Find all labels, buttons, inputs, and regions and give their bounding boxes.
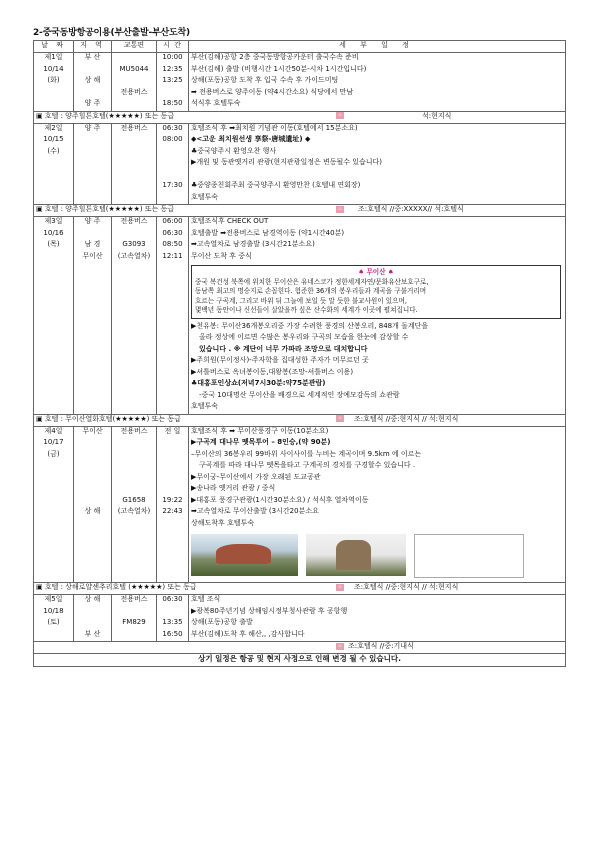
day5-place: 상 해 부 산 [74,595,112,642]
day1-hotel-row [34,111,566,123]
day-row-2 [34,123,566,205]
day4-meal: 조:호텔식 //중:현지식 // 석:현지식 [354,583,459,592]
footer-row [34,654,566,667]
itinerary-table [33,40,566,667]
day1-transport: MU5044 전용버스 [112,53,157,112]
meal-icon: ♨ [337,112,343,118]
day4-time: 전 일 19:22 22:43 [157,426,189,583]
day3-time: 06:00 06:30 08:50 12:11 [157,217,189,415]
photo-nine-bend-stream [191,534,298,576]
day3-meal: 조:호텔식 //중:현지식 // 석:현지식 [354,414,459,423]
day1-date: 제1일 10/14 (화) [34,53,74,112]
meal-icon: ♨ [337,415,343,422]
day5-meal-row [34,642,566,654]
header-schedule: 세 부 일 정 [189,41,566,53]
day4-place: 무이산 상 해 [74,426,112,583]
day4-hotel: ▣ 호텔 : 상해로얄센추리호텔 (★★★★★) 또는 동급 [36,583,197,592]
meal-icon: ♨ [337,583,343,590]
header-time: 시 간 [157,41,189,53]
day5-time: 06:30 13:35 16:50 [157,595,189,642]
day1-time: 10:00 12:35 13:25 18:50 [157,53,189,112]
day5-transport: 전용버스 FM829 [112,595,157,642]
day3-hotel-row [34,414,566,426]
day2-hotel-row [34,205,566,217]
header-transport: 교통편 [112,41,157,53]
footer-notice: 상기 일정은 항공 및 현지 사정으로 인해 변경 될 수 있습니다. [34,654,566,667]
header-row [34,41,566,53]
day4-transport: 전용버스 G1658 (고속열차) [112,426,157,583]
day4-hotel-row [34,583,566,595]
header-date: 날 짜 [34,41,74,53]
day1-hotel: ▣ 호텔 : 양주힐튼호텔(★★★★★) 또는 동급 [36,111,175,120]
day4-date: 제4일 10/17 (금) [34,426,74,583]
photo-rock-peak [306,534,406,576]
day2-hotel: ▣ 호텔 : 양주힐튼호텔(★★★★★) 또는 동급 [36,205,175,213]
day2-place: 양 주 [74,123,112,205]
day2-meal: 조:호텔식 //중:XXXXX// 석:호텔식 [358,205,464,213]
day2-time: 06:30 08:00 17:30 [157,123,189,205]
day3-transport: 전용버스 G3093 (고속열차) [112,217,157,415]
photo-blank [414,534,524,578]
day3-schedule: 호텔조식후 CHECK OUT 호텔출발 ➡전용버스로 남경역이동 (약1시간40분) ➡고속열차로 남경출발 (3시간21분소요) 무이산 도착 후 중식 ♠ 무이산 ♠ 중국 복건성 북쪽에 위치한 무이산은 유네스코가 정한세계자연/문화유산보호구로, 동남쪽 최고의 명승지로 손꼽힌다. 험준한 36개의 봉우리들과 계곡을 구불거리며 흐르는 구곡계, 그리고 바위 뒤 그늘에 보일 듯 말 듯한 불교사원이 있으며, 몇백년 동안이나 신선들이 살았을까 싶은 산수화의 세계가 이곳에 펼쳐집니다. ▶천유봉: 무이산36개봉오리중 가장 수려한 풍경의 산봉오리, 848개 돌계단을 올라 정상에 이르면 수많은 봉우리와 구곡의 모습을 한눈에 감상할 수 있습니다 . ※ 계단이 너무 가파라 조망으로 대치합니다 ▶주희원(무이정사)-주자학을 집대성한 주자가 머무르던 곳 ▶셔틀버스로 옥녀봉이동,대왕봉(조망-셔틀버스 이용) ♣대홍포인상쇼(저녁7시30분:약75분관람) -중국 10대명산 무이산을 배경으로 세계적인 장예모감독의 쇼관람 호텔투숙 [189,217,566,415]
day-row-3 [34,217,566,415]
day2-transport: 전용버스 [112,123,157,205]
meal-icon: ♨ [337,205,343,212]
day-row-1 [34,53,566,112]
day3-date: 제3일 10/16 (목) [34,217,74,415]
day5-schedule: 호텔 조식 ▶광복80주년기념 상해임시정부청사관람 후 공항행 상해(포동)공항 출발 부산(김해)도착 후 해산,, ,감사합니다 [189,595,566,642]
day2-schedule: 호텔조식 후 ➡최치원 기념관 이동(호텔에서 15분소요) ◆<고운 최치원선생 享祭-唐城遺址) ◆ ♣중국양주시 환영오찬 행사 ▶개원 및 동관옛거리 관광(현지관광일정은 변동될수 있습니다) ♣중양종친회주최 중국양주시 환영만찬 (호텔내 연회장) 호텔투숙 [189,123,566,205]
day2-date: 제2일 10/15 (수) [34,123,74,205]
day5-meal: 조:호텔식 //중:기내식 [348,642,414,651]
day1-meal: 석:현지식 [422,111,452,120]
photo-strip [191,534,563,578]
page-title: 2-중국동방항공이용(부산출발-부산도착) [33,28,190,38]
info-box-title: ♠ 무이산 ♠ [358,268,394,276]
day3-place: 양 주 남 경 무이산 [74,217,112,415]
header-place: 지 역 [74,41,112,53]
wuyishan-info-box: ♠ 무이산 ♠ 중국 복건성 북쪽에 위치한 무이산은 유네스코가 정한세계자연/문화유산보호구로, 동남쪽 최고의 명승지로 손꼽힌다. 험준한 36개의 봉우리들과 계곡을 구불거리며 흐르는 구곡계, 그리고 바위 뒤 그늘에 보일 듯 말 듯한 불교사원이 있으며, 몇백년 동안이나 신선들이 살았을까 싶은 산수화의 세계가 이곳에 펼쳐집니다. [191,265,561,319]
day4-schedule: 호텔조식 후 ➡ 무이산풍경구 이동(10분소요) ▶구곡계 대나무 뗏목투어 – 8인승,(약 90분) –무이산의 36봉우리 99바위 사이사이를 누비는 계곡이며 9.5km 에 이르는 구곡계를 따라 대나무 뗏목을타고 구계곡의 경치를 구경할수 있습니다 . ▶무이궁-무이산에서 가장 오래된 도교공관 ▶송나라 옛거리 관광 / 중식 ▶대홍포 풍경구관광(1시간30분소요) / 석식후 열차역이동 ➡고속열차로 무이산출발 (3시간20분소요 상해도착후 호텔투숙 [189,426,566,583]
day5-date: 제5일 10/18 (토) [34,595,74,642]
meal-icon: ♨ [337,642,343,649]
day1-place: 부 산 상 해 양 주 [74,53,112,112]
day1-schedule: 부산(김해)공항 2층 중국동방항공카운터 출국수속 준비 부산(김해) 출발 (비행시간 1시간50분-시차 1시간입니다) 상해(포동)공항 도착 후 입국 수속 후 가이드미팅 ➡ 전용버스로 양주이동 (약4시간소요) 식당에서 만남 석식후 호텔투숙 [189,53,566,112]
day-row-5 [34,595,566,642]
day3-hotel: ▣ 호텔 : 무이산열화호텔(★★★★★) 또는 동급 [36,414,181,423]
day-row-4 [34,426,566,583]
